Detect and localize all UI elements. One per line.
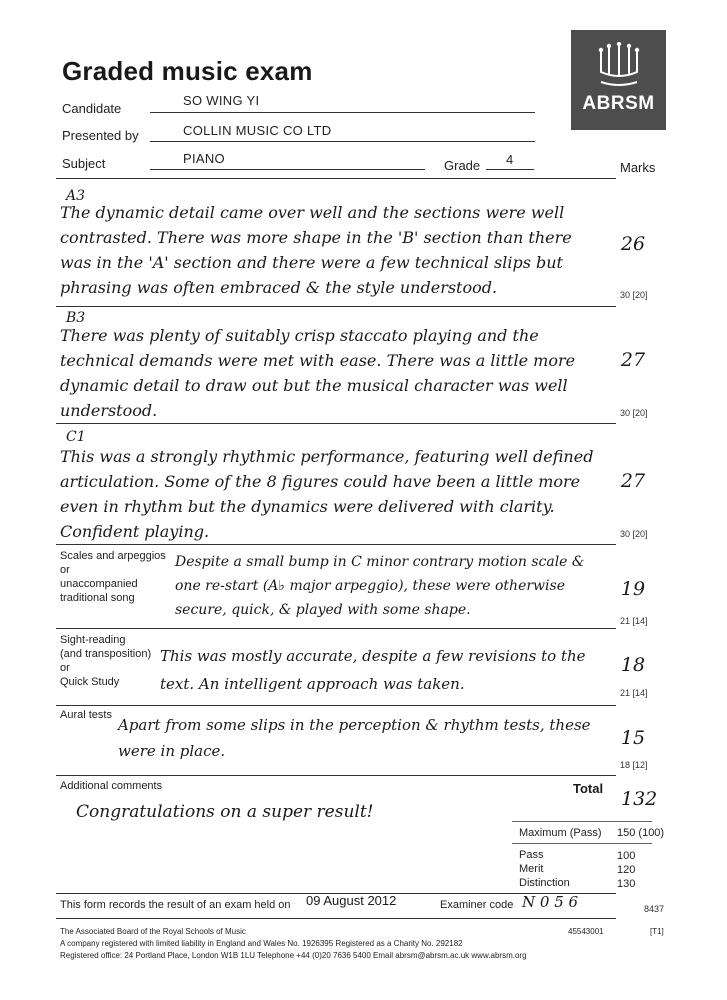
footer-line: Registered office: 24 Portland Place, London W1B 1LU Telephone +44 (0)20 7636 5400 Email abrsm@abrsm.ac.uk www.abrsm.org <box>60 951 527 960</box>
rule-footer <box>56 918 616 919</box>
sight-label-line: or <box>60 662 70 674</box>
section-c-mark: 27 <box>620 470 646 492</box>
pass-label: Pass <box>519 849 544 861</box>
sight-label-line: (and transposition) <box>60 648 152 660</box>
aural-max: 18 [12] <box>620 760 648 770</box>
scales-label-line: unaccompanied <box>60 578 138 590</box>
scales-label-line: traditional song <box>60 592 135 604</box>
scales-max: 21 [14] <box>620 616 648 626</box>
abrsm-logo <box>571 30 666 130</box>
logo-text: ABRSM <box>582 93 655 114</box>
aural-comment: Apart from some slips in the perception & rhythm tests, these were in place. <box>118 716 591 760</box>
distinction-value: 130 <box>617 878 636 890</box>
rule-a-b <box>56 306 616 307</box>
rule-sight-aural <box>56 705 616 706</box>
record-text: This form records the result of an exam held on <box>60 899 291 911</box>
rule-aural-additional <box>56 775 616 776</box>
distinction-label: Distinction <box>519 877 570 889</box>
footer-text <box>60 926 527 962</box>
sight-label-line: Sight-reading <box>60 634 126 646</box>
scales-label <box>60 549 166 605</box>
section-a-max: 30 [20] <box>620 290 648 300</box>
scales-label-line: or <box>60 564 70 576</box>
candidate-value: SO WING YI <box>183 93 260 108</box>
examiner-value: N 0 5 6 <box>522 893 579 911</box>
aural-mark: 15 <box>620 727 646 749</box>
subject-label: Subject <box>62 156 106 171</box>
grade-value: 4 <box>506 152 514 167</box>
marks-label: Marks <box>620 160 656 175</box>
subject-line <box>150 169 425 170</box>
section-b-tag: B3 <box>66 310 86 326</box>
record-code: 8437 <box>644 904 665 914</box>
section-c-max: 30 [20] <box>620 529 648 539</box>
form-title: Graded music exam <box>62 56 313 86</box>
section-c-comment: This was a strongly rhythmic performance, featuring well defined articulation. Some of the 8 figures could have been a little more even in rhythm but the dynamics were delivered with clarity. Confident playing. <box>60 447 594 541</box>
additional-comment: Congratulations on a super result! <box>76 802 374 822</box>
aural-label: Aural tests <box>60 709 112 721</box>
form-code: [T1] <box>650 927 664 936</box>
pass-value: 100 <box>617 850 636 862</box>
sight-comment: This was mostly accurate, despite a few revisions to the text. An intelligent approach was taken. <box>160 647 586 693</box>
rule-b-c <box>56 423 616 424</box>
sight-label <box>60 633 151 689</box>
merit-value: 120 <box>617 864 636 876</box>
sight-max: 21 [14] <box>620 688 648 698</box>
presented-label: Presented by <box>62 128 139 143</box>
total-rule <box>512 821 652 822</box>
candidate-label: Candidate <box>62 101 122 116</box>
footer-line: The Associated Board of the Royal Schools of Music <box>60 927 246 936</box>
subject-value: PIANO <box>183 151 225 166</box>
sight-mark: 18 <box>620 654 646 676</box>
rule-scales-sight <box>56 628 616 629</box>
exam-date: 09 August 2012 <box>306 893 397 908</box>
section-c-tag: C1 <box>66 429 86 445</box>
section-b-mark: 27 <box>620 349 646 371</box>
candidate-line <box>150 112 535 113</box>
maximum-value: 150 (100) <box>617 827 665 839</box>
total-label: Total <box>573 781 604 796</box>
footer-line: A company registered with limited liability in England and Wales No. 1926395 Registered as a Charity No. 292182 <box>60 939 463 948</box>
section-b-max: 30 [20] <box>620 408 648 418</box>
section-b-comment: There was plenty of suitably crisp staccato playing and the technical demands were met with ease. There was a little more dynamic detail to draw out but the musical character was well understood. <box>60 326 576 420</box>
grade-label: Grade <box>444 158 481 173</box>
additional-label: Additional comments <box>60 780 163 792</box>
presented-line <box>150 141 535 142</box>
scales-mark: 19 <box>620 578 646 600</box>
scales-label-line: Scales and arpeggios <box>60 550 166 562</box>
sight-label-line: Quick Study <box>60 676 120 688</box>
maximum-label: Maximum (Pass) <box>519 827 602 839</box>
maximum-rule <box>512 843 652 844</box>
rule-c-scales <box>56 544 616 545</box>
section-a-comment: The dynamic detail came over well and the sections were well contrasted. There was more shape in the 'B' section than there was in the 'A' section and there were a few technical slips but phrasing was often embraced & the style understood. <box>60 203 572 297</box>
grade-line <box>486 169 534 170</box>
section-a-tag: A3 <box>66 188 86 204</box>
examiner-label: Examiner code <box>440 899 514 911</box>
merit-label: Merit <box>519 863 544 875</box>
presented-value: COLLIN MUSIC CO LTD <box>183 123 332 138</box>
scales-comment: Despite a small bump in C minor contrary motion scale & one re-start (A♭ major arpeggio), these were otherwise secure, quick, & played with some shape. <box>175 554 585 618</box>
crown-icon <box>597 42 641 88</box>
section-a-mark: 26 <box>620 233 646 255</box>
total-value: 132 <box>621 788 658 810</box>
form-number: 45543001 <box>568 927 604 936</box>
rule-top <box>56 178 616 179</box>
